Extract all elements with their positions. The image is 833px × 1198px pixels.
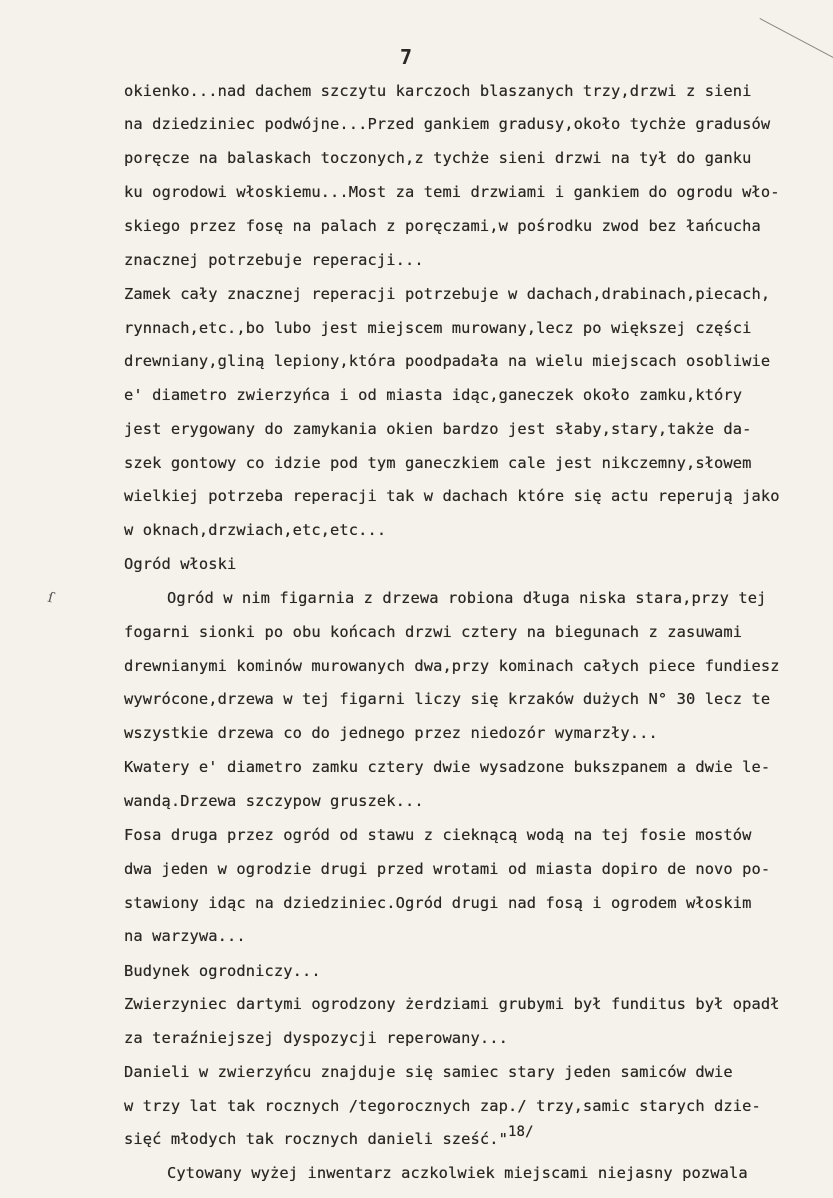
- text-line: Kwatery e' diametro zamku cztery dwie wysadzone bukszpanem a dwie le-: [124, 758, 771, 776]
- text-line: na warzywa...: [124, 927, 246, 945]
- text-line: Danieli w zwierzyńcu znajduje się samiec stary jeden samiców dwie: [124, 1063, 733, 1081]
- text-line: jest erygowany do zamykania okien bardzo jest słaby,stary,także da-: [124, 420, 752, 438]
- corner-pencil-mark: [741, 18, 833, 96]
- text-line: skiego przez fosę na palach z poręczami,w pośrodku zwod bez łańcucha: [124, 217, 761, 235]
- text-line: Budynek ogrodniczy...: [124, 962, 321, 980]
- margin-pencil-mark: ſ: [46, 589, 56, 607]
- text-line: wywrócone,drzewa w tej figarni liczy się krzaków dużych N° 30 lecz te: [124, 690, 771, 708]
- text-line: drewniany,gliną lepiony,która poodpadała na wielu miejscach osobliwie: [124, 352, 771, 370]
- text-line: drewnianymi kominów murowanych dwa,przy kominach całych piece fundiesz: [124, 657, 780, 675]
- text-line: rynnach,etc.,bo lubo jest miejscem murowany,lecz po większej części: [124, 319, 752, 337]
- text-line: w oknach,drzwiach,etc,etc...: [124, 521, 387, 539]
- text-line: poręcze na balaskach toczonych,z tychże sieni drzwi na tył do ganku: [124, 149, 752, 167]
- text-line: wandą.Drzewa szczypow gruszek...: [124, 792, 424, 810]
- text-line: szek gontowy co idzie pod tym ganeczkiem cale jest nikczemny,słowem: [124, 454, 752, 472]
- text-line: okienko...nad dachem szczytu karczoch blaszanych trzy,drzwi z sieni: [124, 82, 752, 100]
- text-line: Zamek cały znacznej reperacji potrzebuje w dachach,drabinach,piecach,: [124, 285, 771, 303]
- text-line: sięć młodych tak rocznych danieli sześć.": [124, 1130, 509, 1148]
- text-line: Fosa druga przez ogród od stawu z cieknącą wodą na tej fosie mostów: [124, 826, 752, 844]
- text-line: wielkiej potrzeba reperacji tak w dachach które się actu reperują jako: [124, 487, 780, 505]
- text-line: w trzy lat tak rocznych /tegorocznych zap./ trzy,samic starych dzie-: [124, 1097, 761, 1115]
- text-line: za teraźniejszej dyspozycji reperowany...: [124, 1029, 509, 1047]
- text-line: Ogród w nim figarnia z drzewa robiona długa niska stara,przy tej: [167, 589, 767, 607]
- footnote-ref: 18/: [508, 1124, 534, 1140]
- text-line: e' diametro zwierzyńca i od miasta idąc,ganeczek około zamku,który: [124, 386, 743, 404]
- page-number: 7: [400, 45, 413, 69]
- text-line: ku ogrodowi włoskiemu...Most za temi drzwiami i gankiem do ogrodu wło-: [124, 183, 780, 201]
- text-line: fogarni sionki po obu końcach drzwi cztery na biegunach z zasuwami: [124, 623, 743, 641]
- text-line: dwa jeden w ogrodzie drugi przed wrotami od miasta dopiro de novo po-: [124, 860, 771, 878]
- section-heading: Ogród włoski: [124, 555, 237, 573]
- text-line: wszystkie drzewa co do jednego przez niedozór wymarzły...: [124, 724, 658, 742]
- text-line: stawiony idąc na dziedziniec.Ogród drugi nad fosą i ogrodem włoskim: [124, 894, 752, 912]
- text-line: znacznej potrzebuje reperacji...: [124, 251, 424, 269]
- text-line: Cytowany wyżej inwentarz aczkolwiek miejscami niejasny pozwala: [167, 1164, 748, 1182]
- text-line: na dziedziniec podwójne...Przed gankiem gradusy,około tychże gradusów: [124, 115, 771, 133]
- text-line-with-footnote: [124, 1124, 534, 1150]
- text-line: Zwierzyniec dartymi ogrodzony żerdziami grubymi był funditus był opadł: [124, 995, 780, 1013]
